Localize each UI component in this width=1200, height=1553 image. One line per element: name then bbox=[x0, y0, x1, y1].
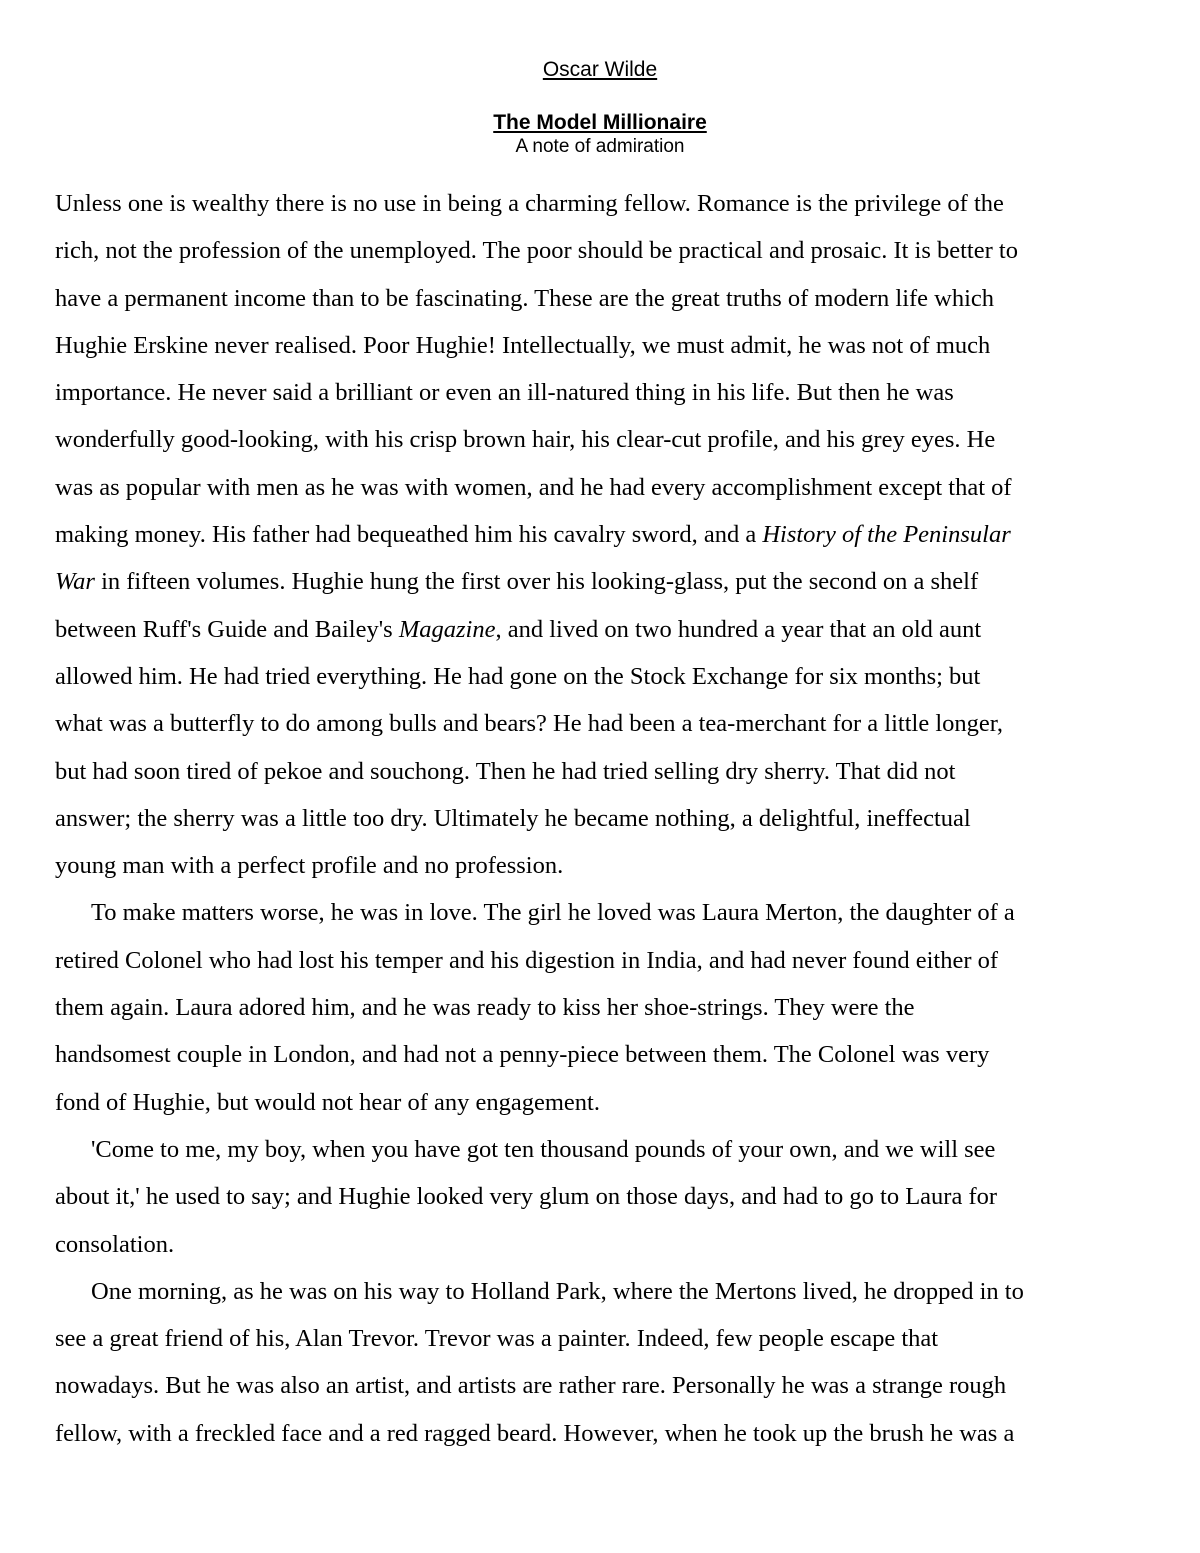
text-run: To make matters worse, he was in love. The girl he loved was Laura Merton, the daughter of a bbox=[91, 899, 1015, 927]
text-line bbox=[55, 653, 1145, 700]
text-line bbox=[55, 1268, 1145, 1315]
text-line bbox=[55, 1031, 1145, 1078]
text-run: what was a butterfly to do among bulls and bears? He had been a tea-merchant for a little longer, bbox=[55, 710, 1004, 738]
text-run: have a permanent income than to be fascinating. These are the great truths of modern life which bbox=[55, 284, 995, 312]
text-line bbox=[55, 700, 1145, 747]
text-line bbox=[55, 1079, 1145, 1126]
text-line bbox=[55, 937, 1145, 984]
text-line bbox=[55, 511, 1145, 558]
text-run: see a great friend of his, Alan Trevor. Trevor was a painter. Indeed, few people escape that bbox=[55, 1325, 939, 1353]
text-run: fond of Hughie, but would not hear of any engagement. bbox=[55, 1088, 600, 1116]
text-line bbox=[55, 1126, 1145, 1173]
paragraph bbox=[55, 1126, 1145, 1268]
text-line bbox=[55, 180, 1145, 227]
text-run: Hughie Erskine never realised. Poor Hughie! Intellectually, we must admit, he was not of much bbox=[55, 331, 991, 359]
text-line bbox=[55, 1410, 1145, 1457]
text-line bbox=[55, 842, 1145, 889]
author-name: Oscar Wilde bbox=[542, 58, 658, 81]
text-line bbox=[55, 227, 1145, 274]
text-run: handsomest couple in London, and had not a penny-piece between them. The Colonel was very bbox=[55, 1041, 990, 1069]
text-line bbox=[55, 558, 1145, 605]
text-run: in fifteen volumes. Hughie hung the first over his looking-glass, put the second on a shelf bbox=[94, 568, 979, 596]
italic-text: Magazine bbox=[398, 615, 496, 643]
text-line bbox=[55, 322, 1145, 369]
document-body bbox=[55, 180, 1145, 1457]
text-line bbox=[55, 748, 1145, 795]
text-line bbox=[55, 606, 1145, 653]
text-line bbox=[55, 464, 1145, 511]
text-run: but had soon tired of pekoe and souchong. Then he had tried selling dry sherry. That did not bbox=[55, 757, 956, 785]
text-run: between Ruff's Guide and Bailey's bbox=[55, 615, 399, 643]
paragraph bbox=[55, 889, 1145, 1125]
document-subtitle: A note of admiration bbox=[515, 136, 685, 157]
paragraph bbox=[55, 1268, 1145, 1457]
text-run: One morning, as he was on his way to Holland Park, where the Mertons lived, he dropped in to bbox=[91, 1277, 1024, 1305]
text-run: , and lived on two hundred a year that an old aunt bbox=[495, 615, 982, 643]
text-line bbox=[55, 984, 1145, 1031]
text-line bbox=[55, 889, 1145, 936]
text-line bbox=[55, 1315, 1145, 1362]
text-line bbox=[55, 369, 1145, 416]
text-run: making money. His father had bequeathed him his cavalry sword, and a bbox=[55, 521, 763, 549]
text-run: consolation. bbox=[55, 1230, 175, 1258]
text-run: fellow, with a freckled face and a red ragged beard. However, when he took up the brush he was a bbox=[55, 1419, 1015, 1447]
document-title: The Model Millionaire bbox=[493, 111, 707, 134]
italic-text: War bbox=[55, 568, 95, 596]
text-line bbox=[55, 795, 1145, 842]
text-run: retired Colonel who had lost his temper and his digestion in India, and had never found either of bbox=[55, 946, 999, 974]
text-line bbox=[55, 416, 1145, 463]
document-header bbox=[0, 56, 1200, 158]
text-line bbox=[55, 1221, 1145, 1268]
text-run: importance. He never said a brilliant or even an ill-natured thing in his life. But then he was bbox=[55, 379, 954, 407]
text-line bbox=[55, 275, 1145, 322]
text-line bbox=[55, 1362, 1145, 1409]
text-run: allowed him. He had tried everything. He had gone on the Stock Exchange for six months; but bbox=[55, 662, 981, 690]
text-run: rich, not the profession of the unemployed. The poor should be practical and prosaic. It is better to bbox=[55, 237, 1018, 265]
text-run: about it,' he used to say; and Hughie looked very glum on those days, and had to go to Laura for bbox=[55, 1183, 998, 1211]
paragraph bbox=[55, 180, 1145, 889]
text-run: wonderfully good-looking, with his crisp brown hair, his clear-cut profile, and his grey eyes. He bbox=[55, 426, 996, 454]
italic-text: History of the Peninsular bbox=[762, 521, 1011, 549]
text-run: Unless one is wealthy there is no use in being a charming fellow. Romance is the privilege of the bbox=[55, 190, 1004, 217]
text-line bbox=[55, 1173, 1145, 1220]
text-run: 'Come to me, my boy, when you have got ten thousand pounds of your own, and we will see bbox=[91, 1135, 996, 1163]
text-run: was as popular with men as he was with women, and he had every accomplishment except that of bbox=[55, 473, 1012, 501]
text-run: nowadays. But he was also an artist, and artists are rather rare. Personally he was a strange rough bbox=[55, 1372, 1007, 1400]
text-run: young man with a perfect profile and no profession. bbox=[55, 852, 564, 880]
text-run: answer; the sherry was a little too dry. Ultimately he became nothing, a delightful, ineffectual bbox=[55, 804, 971, 832]
text-run: them again. Laura adored him, and he was ready to kiss her shoe-strings. They were the bbox=[55, 994, 915, 1022]
